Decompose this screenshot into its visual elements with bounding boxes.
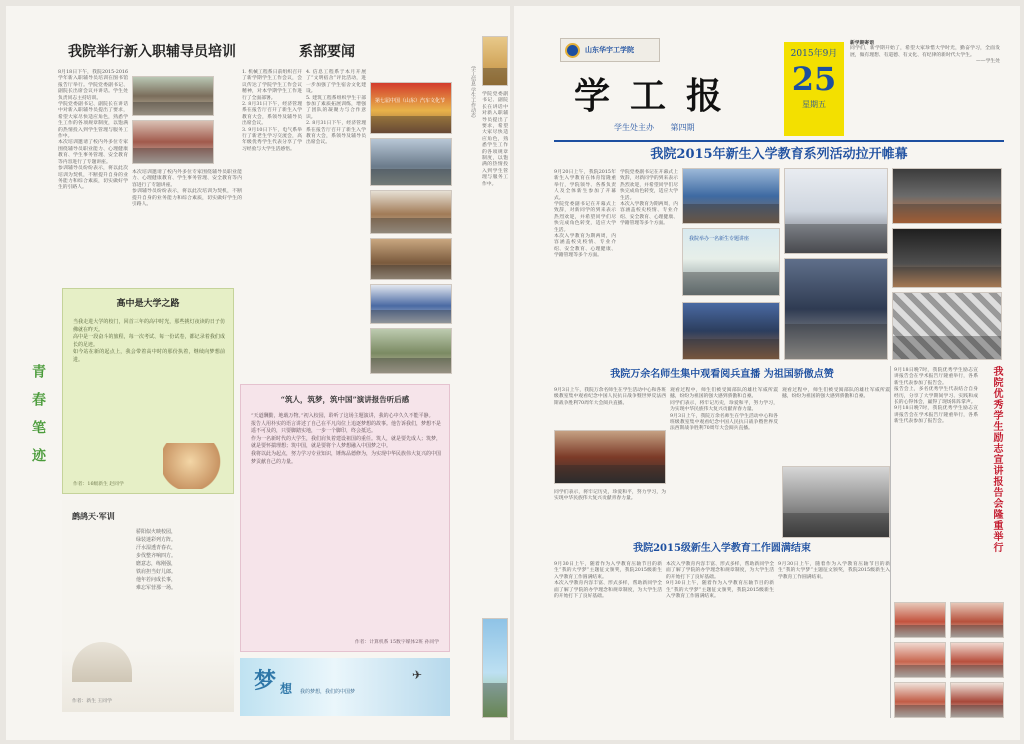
paragraph: 同学们表示，将牢记历史，珍爱和平，努力学习，为实现中华民族伟大复兴贡献青春力量。 — [554, 490, 666, 502]
dream-banner — [240, 658, 450, 716]
dept-news-photo-3 — [370, 190, 452, 234]
masthead-title: 学工报 — [574, 75, 743, 117]
dream-subtitle: 我的梦想，我们的中国梦 — [300, 689, 356, 695]
dept-news-headline: 系部要闻 — [299, 44, 355, 60]
top-column-text: 同学们，新学期开始了，希望大家珍惜大学时光，勤奋学习，全面发展，做有理想、有道德、有文化、有纪律的新时代大学生。 — [850, 46, 1000, 58]
banner-caption: 第七届中国（山东）汽车文化节 — [375, 98, 446, 104]
paragraph: 9月3日上午，我院万余名师生在学生活动中心和各班级教室集中观看纪念中国人民抗日战争暨世界反法西斯战争胜利70周年大会阅兵直播。 — [554, 388, 666, 406]
lead-photo-caption: 我院举办一名新生专题讲座 — [689, 236, 750, 242]
paragraph: 4. 信息工程系于本月开展了“文明宿舍”评比活动，进一步加强了学生宿舍文化建设。 — [306, 70, 366, 95]
paragraph: 9月18日晚7时，我院优秀学生励志宣讲报告会在学术报告厅隆重举行，各系新生代表参加了报告会。 — [894, 368, 978, 386]
parade-text-col2 — [670, 388, 778, 538]
parade-headline: 我院万余名师生集中观看阅兵直播 为祖国骄傲点赞 — [610, 369, 834, 380]
lead-photo-lecture — [784, 168, 888, 254]
poem-line: 绿装迷彩列方阵。 — [136, 537, 177, 543]
completion-text-col3 — [778, 562, 890, 718]
poem-jinyiyan-title: 鹧鸪天·军训 — [72, 511, 115, 521]
dept-news-headline-box — [282, 42, 372, 62]
side-photo-2 — [950, 602, 1004, 638]
bird-icon: ✈ — [412, 668, 423, 682]
paragraph: 3. 9月10日下午，电气系举行了新老生学习交流会，高年级优秀学生代表分享了学习经验与大学生活感悟。 — [242, 127, 302, 152]
dept-news-photo-4 — [370, 238, 452, 280]
training-headline: 我院举行新入职辅导员培训 — [68, 44, 236, 60]
column-side-title: 青春笔迹 — [30, 364, 46, 476]
paragraph: 学院党委副书记在开幕式上致辞，对新同学的到来表示热烈欢迎，并希望同学们尽快完成角色转变，适应大学生活。 — [554, 202, 616, 233]
paragraph: 学院党委副书记、副院长在讲话中对新入职辅导员提出了要求，希望大家尽快适应角色，熟悉学生工作的各项规章制度，以饱满的热情投入到学生管理与服务工作中。 — [482, 92, 508, 187]
top-column-title: 新学期寄语 — [850, 40, 874, 46]
lead-text-col2 — [620, 170, 678, 370]
poem-line: 步伐整齐响四方。 — [136, 553, 177, 559]
paragraph: 2. 8月31日下午，经济管理系在报告厅召开了新生入学教育大会，系领导及辅导员出席会议。 — [306, 121, 366, 146]
lead-photo-teacher-3 — [892, 292, 1002, 360]
date-day: 25 — [791, 60, 837, 98]
dept-news-vertical-note: 学工信息 学生工作动态 — [470, 66, 476, 118]
school-logo — [560, 38, 660, 62]
parade-text-top — [554, 388, 666, 428]
paragraph: 观看过程中，师生们被受阅部队的雄壮军威所震撼，纷纷为祖国的强大感到骄傲和自豪。 — [670, 388, 778, 400]
training-text-col1 — [58, 70, 128, 284]
paragraph: 9月30日上午，随着作为入学教育压轴节目的新生“我的大学梦”主题征文颁奖，我院2015级新生入学教育工作圆满结束。 — [666, 581, 774, 600]
completion-text-col2 — [666, 562, 774, 718]
masthead-divider — [554, 140, 1004, 142]
paragraph: 如今站在新的起点上，我会带着高中时的那份执着，继续向梦想前进。 — [73, 349, 225, 363]
paragraph: 我将以此为起点，努力学习专业知识，锤炼品德修为，为实现中华民族伟大复兴的中国梦贡献自己的力量。 — [251, 450, 442, 465]
paragraph: 9月3日上午，我院万余名师生在学生活动中心和各班级教室集中观看纪念中国人民抗日战争暨世界反法西斯战争胜利70周年大会阅兵直播。 — [670, 413, 778, 432]
lead-photo-speaker-1 — [682, 302, 780, 360]
poem-college-text — [73, 319, 225, 463]
poem-line: 汗水湿透青春衣， — [136, 545, 177, 551]
dept-news-col1 — [242, 70, 302, 382]
paragraph: 本次入学教育为期两周，内容涵盖校史校情、专业介绍、安全教育、心理健康、学籍管理等多个方面。 — [554, 234, 616, 259]
date-weekday: 星期五 — [802, 100, 826, 109]
paragraph: “天道酬勤，地载万物。”初入校园，聆听了这场主题演讲，我的心中久久不能平静。 — [251, 413, 434, 419]
paragraph: 报告人用朴实的语言讲述了自己在平凡岗位上追逐梦想的故事。他告诉我们，梦想不是遥不可及的，只要脚踏实地，一步一个脚印，终会抵达。 — [251, 420, 442, 435]
poem-line: 磨意志，练刚强， — [136, 561, 177, 567]
paragraph: 高中是一段奋斗的旅程，每一次考试、每一份试卷，都记录着我们成长的足迹。 — [73, 334, 225, 348]
paragraph: 作为一名新时代的大学生，我们肩负着建设祖国的重任。筑人，就是要先成人；筑梦，就是要怀揣理想；筑中国，就是要将个人梦想融入中国梦之中。 — [251, 435, 442, 450]
paragraph: 9月18日晚7时，我院优秀学生励志宣讲报告会在学术报告厅隆重举行，各系新生代表参加了报告会。 — [894, 406, 978, 425]
training-photo-1 — [132, 76, 214, 116]
side-photo-1 — [894, 602, 946, 638]
dream-title-2: 想 — [280, 682, 293, 696]
landscape-illustration — [72, 642, 132, 682]
paragraph: 当我走进大学的校门，回首三年的高中时光，那些挑灯夜读的日子仿佛就在昨天。 — [73, 319, 225, 333]
parade-text-bottom — [554, 490, 666, 538]
parade-photo-1 — [554, 430, 666, 484]
left-page — [6, 6, 510, 740]
paragraph: 9月30日上午，随着作为入学教育压轴节目的新生“我的大学梦”主题征文颁奖，我院2015级新生入学教育工作圆满结束。 — [778, 562, 890, 580]
left-edge-text — [482, 92, 508, 612]
lead-headline-box — [554, 144, 1004, 166]
poem-jinyiyan-author: 作者：新生 王同学 — [72, 699, 112, 704]
paragraph: 本次入学教育内容丰富、形式多样，帮助新同学全面了解了学院的办学理念和规章制度，为大学生活的开始打下了良好基础。 — [666, 562, 774, 580]
paragraph: 观看过程中，师生们被受阅部队的雄壮军威所震撼，纷纷为祖国的强大感到骄傲和自豪。 — [782, 388, 890, 400]
dept-news-photo-6 — [370, 328, 452, 374]
poem-line: 他年若问成长事， — [136, 577, 177, 583]
paragraph: 学院党委副书记在开幕式上致辞，对新同学的到来表示热烈欢迎，并希望同学们尽快完成角色转变，适应大学生活。 — [620, 170, 678, 201]
paragraph: 参训辅导员纷纷表示，将以此次培训为契机，不断提升自身的业务能力和综合素质，切实做好学生的引路人。 — [58, 166, 128, 191]
paragraph: 本次培训邀请了校内外多位专家围绕辅导员职业能力、心理健康教育、学生事务管理、安全教育等内容进行了专题讲座。 — [132, 170, 242, 188]
right-page — [514, 6, 1020, 740]
dept-news-col2 — [306, 70, 366, 382]
completion-text-col1 — [554, 562, 662, 718]
top-column — [850, 40, 1000, 136]
lead-photo-screen — [682, 228, 780, 296]
poem-line: 难忘军营那一场。 — [136, 585, 177, 591]
date-month: 2015年9月 — [790, 49, 838, 59]
date-box — [784, 42, 844, 136]
paragraph: 9月30日上午，随着作为入学教育压轴节目的新生“我的大学梦”主题征文颁奖，我院2015级新生入学教育工作圆满结束。 — [554, 562, 662, 580]
lead-photo-teacher-2 — [892, 228, 1002, 288]
school-name: 山东华宇工学院 — [585, 45, 634, 54]
essay-author: 作者：计算机系 15数字媒体2班 孙同学 — [354, 640, 439, 645]
training-photo-2 — [132, 120, 214, 164]
paragraph: 1. 机械工程系日前组织召开了新学期学生工作会议，会议传达了学院学生工作会议精神，对本学期学生工作进行了全面部署。 — [242, 70, 302, 101]
paragraph: 本次培训邀请了校内外多位专家围绕辅导员职业能力、心理健康教育、学生事务管理、安全教育等内容进行了专题讲座。 — [58, 140, 128, 165]
column-divider — [890, 366, 891, 718]
top-column-author: ——学生处 — [976, 59, 1000, 65]
dream-title: 梦 — [254, 668, 277, 694]
side-photo-3 — [894, 642, 946, 678]
paragraph: 5. 建筑工程系组织学生干部参加了素质拓展训练，增强了团队的凝聚力与合作意识。 — [306, 95, 366, 120]
child-illustration — [163, 443, 231, 489]
emblem-icon — [565, 43, 580, 58]
poem-college-author: 作者：16级新生 赵同学 — [73, 482, 124, 487]
essay-box — [240, 384, 450, 652]
paragraph: 9月20日上午，我院2015年新生入学教育在体育馆隆重举行，学院领导、各系负责人及全体新生参加了开幕式。 — [554, 170, 616, 201]
paragraph: 本次入学教育为期两周，内容涵盖校史校情、专业介绍、安全教育、心理健康、学籍管理等多个方面。 — [620, 202, 678, 227]
paragraph: 8月18日下午，我院2015-2016学年新入职辅导员培训在图书馆报告厅举行。学院党委副书记、副院长出席会议并讲话。学生处负责同志主持培训。 — [58, 70, 128, 101]
training-text-col2 — [132, 170, 242, 284]
side-story-headline: 我院优秀学生励志宣讲报告会隆重举行 — [991, 366, 1002, 553]
side-photo-6 — [950, 682, 1004, 718]
dept-news-banner-photo — [370, 82, 452, 134]
issue: 第四期 — [670, 123, 695, 132]
poem-jinyiyan-lines — [136, 528, 216, 592]
parade-headline-box — [554, 366, 890, 384]
completion-headline-box — [554, 540, 890, 558]
dept-news-photo-5 — [370, 284, 452, 324]
sky-photo — [482, 618, 508, 718]
side-story-text — [894, 368, 978, 598]
poem-line: 铁肩担当好儿郎。 — [136, 569, 177, 575]
lead-photo-hall — [682, 168, 780, 224]
essay-title: “筑人，筑梦，筑中国”演讲报告听后感 — [280, 395, 410, 404]
side-photo-5 — [894, 682, 946, 718]
completion-headline: 我院2015级新生入学教育工作圆满结束 — [633, 543, 811, 554]
paragraph: 2. 8月31日下午，经济管理系在报告厅召开了新生入学教育大会，系领导及辅导员出席会议。 — [242, 102, 302, 127]
poem-line: 骄阳似火映校园， — [136, 529, 177, 535]
publisher: 学生处主办 — [614, 123, 654, 132]
lead-headline: 我院2015年新生入学教育系列活动拉开帷幕 — [650, 147, 908, 162]
poem-college-title: 高中是大学之路 — [116, 299, 180, 309]
side-photo-4 — [950, 642, 1004, 678]
poem-jinyiyan-box — [62, 500, 234, 712]
masthead-title-box — [574, 68, 774, 118]
paragraph: 同学们表示，将牢记历史，珍爱和平，努力学习，为实现中华民族伟大复兴贡献青春力量。 — [670, 400, 778, 413]
dept-news-photo-2 — [370, 138, 452, 186]
paragraph: 报告会上，多名优秀学生代表结合自身经历，分享了大学期间学习、实践和成长的心得体会，赢得了现场阵阵掌声。 — [894, 387, 978, 406]
lead-photo-speaker-2 — [784, 258, 888, 360]
parade-photo-2 — [782, 466, 890, 538]
parade-text-col3 — [782, 388, 890, 462]
poem-college-box — [62, 288, 234, 494]
essay-text — [251, 413, 441, 627]
lead-text-col1 — [554, 170, 616, 370]
training-headline-box — [32, 42, 272, 62]
scroll-illustration — [482, 36, 508, 86]
paragraph: 本次入学教育内容丰富、形式多样，帮助新同学全面了解了学院的办学理念和规章制度，为大学生活的开始打下了良好基础。 — [554, 581, 662, 600]
paragraph: 学院党委副书记、副院长在讲话中对新入职辅导员提出了要求，希望大家尽快适应角色，熟悉学生工作的各项规章制度，以饱满的热情投入到学生管理与服务工作中。 — [58, 102, 128, 140]
masthead-meta — [614, 122, 774, 136]
lead-photo-teacher-1 — [892, 168, 1002, 224]
paragraph: 参训辅导员纷纷表示，将以此次培训为契机，不断提升自身的业务能力和综合素质，切实做好学生的引路人。 — [132, 189, 242, 208]
